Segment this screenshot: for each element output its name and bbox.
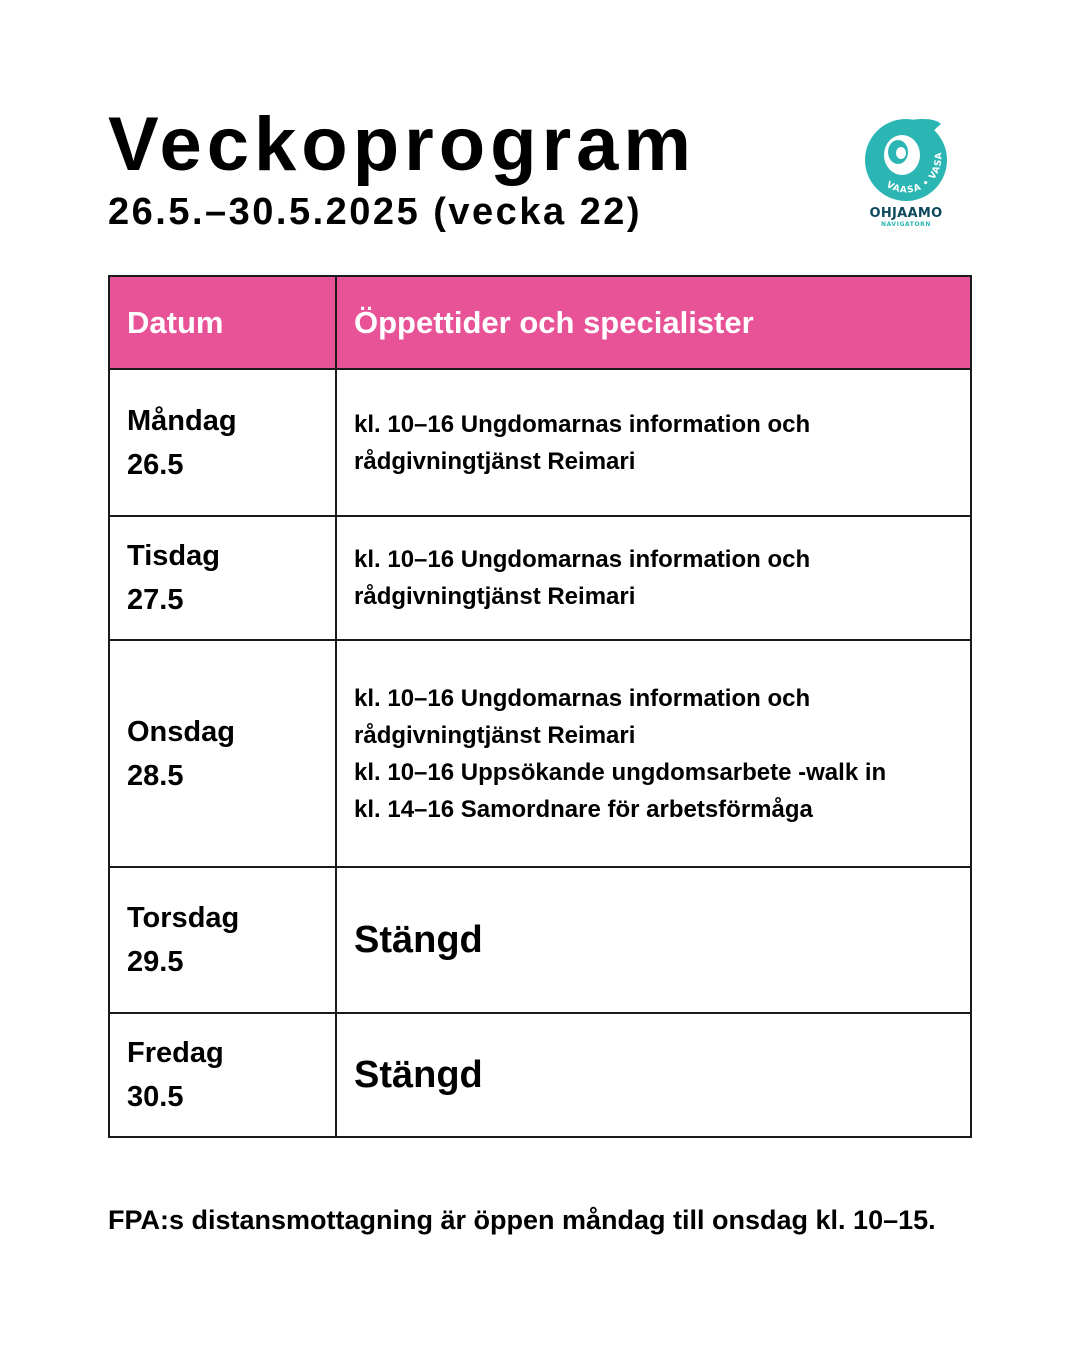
ohjaamo-logo bbox=[858, 116, 954, 236]
hours-cell bbox=[336, 1013, 971, 1137]
service-line: rådgivningtjänst Reimari bbox=[354, 447, 636, 475]
service-line: kl. 10–16 Uppsökande ungdomsarbete -walk in bbox=[354, 758, 887, 786]
footer-note: FPA:s distansmottagning är öppen måndag till onsdag kl. 10–15. bbox=[108, 1205, 936, 1235]
day-name: Måndag bbox=[127, 404, 237, 437]
logo-tagline: NAVIGATORN bbox=[880, 221, 932, 228]
hours-cell bbox=[336, 516, 971, 640]
day-date: 29.5 bbox=[127, 946, 184, 978]
service-line: rådgivningtjänst Reimari bbox=[354, 721, 636, 749]
day-date: 27.5 bbox=[127, 584, 184, 616]
table-row bbox=[109, 1013, 971, 1137]
day-cell bbox=[109, 867, 336, 1013]
schedule-table bbox=[108, 275, 972, 1138]
ohjaamo-swirl-logo-icon bbox=[858, 116, 954, 208]
page-title: Veckoprogram bbox=[108, 102, 696, 187]
table-row bbox=[109, 867, 971, 1013]
day-cell bbox=[109, 640, 336, 867]
day-date: 30.5 bbox=[127, 1081, 184, 1113]
logo-ring-text: VAASA • VASA bbox=[884, 151, 945, 196]
service-line: kl. 10–16 Ungdomarnas information och bbox=[354, 684, 811, 712]
table-row bbox=[109, 516, 971, 640]
logo-name: OHJAAMO bbox=[869, 206, 943, 221]
table-header-row bbox=[109, 276, 971, 369]
day-name: Onsdag bbox=[127, 715, 235, 748]
service-line: kl. 10–16 Ungdomarnas information och bbox=[354, 546, 811, 573]
hours-cell bbox=[336, 369, 971, 516]
closed-status: Stängd bbox=[354, 918, 483, 961]
day-cell bbox=[109, 369, 336, 516]
table-row bbox=[109, 640, 971, 867]
day-date: 26.5 bbox=[127, 448, 184, 481]
day-name: Tisdag bbox=[127, 540, 220, 572]
hours-cell bbox=[336, 867, 971, 1013]
day-cell bbox=[109, 516, 336, 640]
service-line: kl. 14–16 Samordnare för arbetsförmåga bbox=[354, 795, 813, 823]
service-line: rådgivningtjänst Reimari bbox=[354, 583, 636, 610]
column-header-hours: Öppettider och specialister bbox=[336, 276, 971, 369]
service-line: kl. 10–16 Ungdomarnas information och bbox=[354, 410, 811, 438]
table-row bbox=[109, 369, 971, 516]
day-name: Torsdag bbox=[127, 902, 240, 934]
week-subtitle: 26.5.–30.5.2025 (vecka 22) bbox=[108, 191, 643, 233]
day-cell bbox=[109, 1013, 336, 1137]
closed-status: Stängd bbox=[354, 1053, 483, 1096]
hours-cell bbox=[336, 640, 971, 867]
day-name: Fredag bbox=[127, 1037, 224, 1069]
column-header-date: Datum bbox=[109, 276, 336, 369]
day-date: 28.5 bbox=[127, 759, 184, 792]
